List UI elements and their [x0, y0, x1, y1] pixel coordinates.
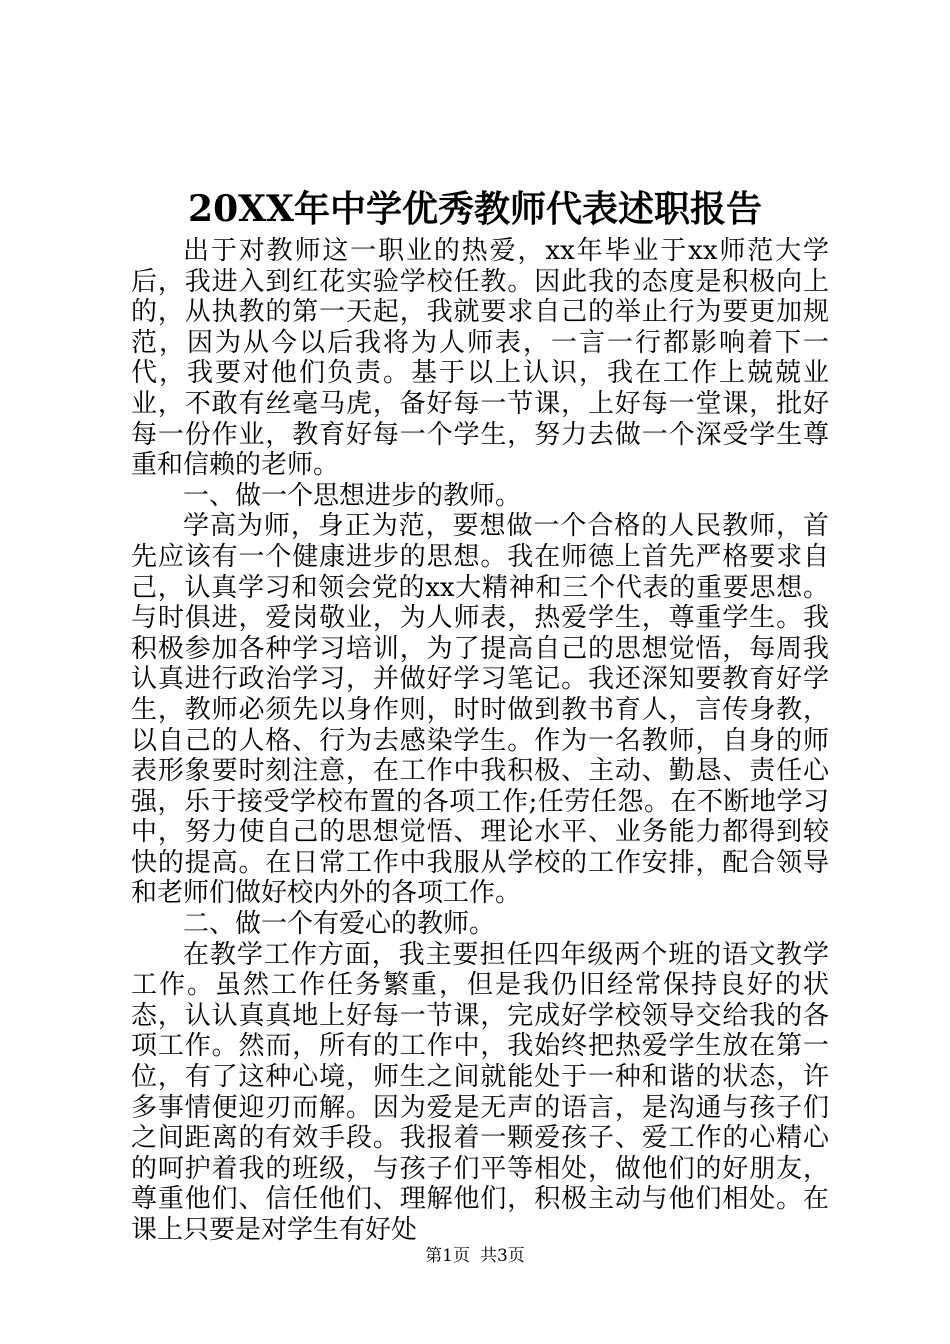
section-2-paragraph: 在教学工作方面，我主要担任四年级两个班的语文教学工作。虽然工作任务繁重，但是我仍旧经常保持良好的状态，认认真真地上好每一节课，完成好学校领导交给我的各项工作。然而，所有的工作中，我始终把热爱学生放在第一位，有了这种心境，师生之间就能处于一种和谐的状态，许多事情便迎刃而解。因为爱是无声的语言，是沟通与孩子们之间距离的有效手段。我报着一颗爱孩子、爱工作的心精心的呵护着我的班级，与孩子们平等相处，做他们的好朋友，尊重他们、信任他们、理解他们，积极主动与他们相处。在课上只要是对学生有好处 [131, 939, 829, 1245]
document-title: 20XX年中学优秀教师代表述职报告 [188, 188, 762, 230]
section-1-paragraph: 学高为师，身正为范，要想做一个合格的人民教师，首先应该有一个健康进步的思想。我在师德上首先严格要求自己，认真学习和领会党的xx大精神和三个代表的重要思想。与时俱进，爱岗敬业，为人师表，热爱学生，尊重学生。我积极参加各种学习培训，为了提高自己的思想觉悟，每周我认真进行政治学习，并做好学习笔记。我还深知要教育好学生，教师必须先以身作则，时时做到教书育人，言传身教，以自己的人格、行为去感染学生。作为一名教师，自身的师表形象要时刻注意，在工作中我积极、主动、勤恳、责任心强，乐于接受学校布置的各项工作;任劳任怨。在不断地学习中，努力使自己的思想觉悟、理论水平、业务能力都得到较快的提高。在日常工作中我服从学校的工作安排，配合领导和老师们做好校内外的各项工作。 [131, 511, 829, 909]
page-footer [0, 1244, 950, 1268]
section-heading-1: 一、做一个思想进步的教师。 [183, 480, 522, 511]
page-number: 第1页 [425, 1246, 470, 1266]
document-body [131, 236, 829, 1246]
intro-paragraph: 出于对教师这一职业的热爱，xx年毕业于xx师范大学后，我进入到红花实验学校任教。因此我的态度是积极向上的，从执教的第一天起，我就要求自己的举止行为要更加规范，因为从今以后我将为人师表，一言一行都影响着下一代，我要对他们负责。基于以上认识，我在工作上兢兢业业，不敢有丝毫马虎，备好每一节课，上好每一堂课，批好每一份作业，教育好每一个学生，努力去做一个深受学生尊重和信赖的老师。 [131, 236, 829, 481]
section-heading-2: 二、做一个有爱心的教师。 [183, 909, 496, 940]
page-total: 共3页 [480, 1246, 525, 1266]
